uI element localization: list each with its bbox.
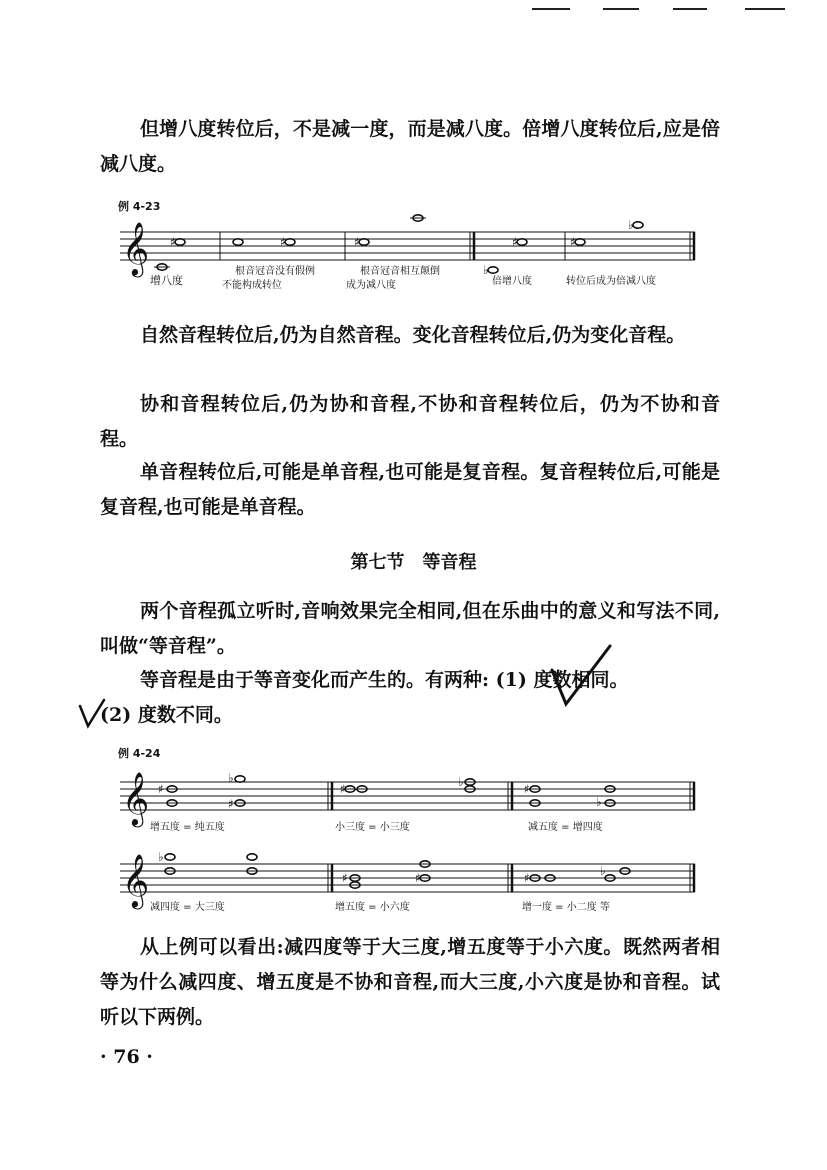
svg-text:𝄞: 𝄞	[122, 853, 150, 907]
svg-text:♯: ♯	[524, 871, 530, 885]
svg-text:♯: ♯	[512, 235, 518, 249]
svg-text:♭: ♭	[228, 771, 234, 785]
handwritten-checkmark-icon	[548, 642, 618, 712]
section-title: 第七节 等音程	[350, 552, 477, 573]
caption-row1-3: 减五度 = 增四度	[528, 822, 603, 833]
caption-no-inversion-2: 不能构成转位	[222, 280, 282, 291]
paragraph-2: 自然音程转位后,仍为自然音程。变化音程转位后,仍为变化音程。	[140, 324, 686, 346]
svg-text:♯: ♯	[524, 782, 530, 796]
music-staff-example-4-24-row1	[110, 762, 710, 842]
svg-text:♯: ♯	[280, 235, 286, 249]
treble-clef-icon: 𝄞	[122, 221, 150, 275]
paragraph-6b: (2) 度数不同。	[100, 704, 233, 726]
header-rule-4	[745, 8, 785, 10]
svg-text:♭: ♭	[158, 850, 164, 864]
svg-text:♭: ♭	[628, 218, 634, 232]
caption-no-inversion-1: 根音冠音没有假例	[235, 266, 315, 277]
paragraph-5: 两个音程孤立听时,音响效果完全相同,但在乐曲中的意义和写法不同,叫做“等音程”。	[100, 600, 720, 657]
svg-text:♭: ♭	[596, 795, 602, 809]
svg-text:♯: ♯	[170, 235, 176, 249]
svg-text:♯: ♯	[354, 235, 360, 249]
header-rule-1	[532, 8, 570, 10]
svg-text:♭: ♭	[600, 864, 606, 878]
music-staff-example-4-24-row2	[110, 844, 710, 924]
music-staff-example-4-23	[110, 212, 710, 302]
svg-text:♯: ♯	[158, 782, 164, 796]
caption-row1-1: 增五度 = 纯五度	[150, 822, 225, 833]
header-rule-2	[603, 8, 639, 10]
caption-doubly-augmented: 倍增八度	[492, 276, 532, 287]
paragraph-6a: 等音程是由于等音变化而产生的。有两种: (1) 度数相同。	[140, 669, 629, 691]
svg-text:♭: ♭	[458, 775, 464, 789]
example-label-4-23: 例 4-23	[118, 200, 161, 213]
caption-row2-2: 增五度 = 小六度	[335, 902, 410, 913]
paragraph-1: 但增八度转位后，不是减一度，而是减八度。倍增八度转位后,应是倍减八度。	[100, 118, 720, 175]
svg-text:♯: ♯	[342, 871, 348, 885]
example-label-4-24: 例 4-24	[118, 747, 161, 760]
caption-row1-2: 小三度 = 小三度	[335, 822, 410, 833]
caption-swap-1: 根音冠音相互颠倒	[360, 266, 440, 277]
header-rule-3	[673, 8, 707, 10]
svg-text:♯: ♯	[570, 235, 576, 249]
caption-augmented-octave: 增八度	[150, 274, 183, 287]
paragraph-7: 从上例可以看出:减四度等于大三度,增五度等于小六度。既然两者相等为什么减四度、增五度是不协和音程,而大三度,小六度是协和音程。试听以下两例。	[100, 936, 720, 1028]
caption-row2-3: 增一度 = 小二度 等	[522, 902, 610, 913]
svg-text:♯: ♯	[228, 797, 234, 811]
paragraph-4: 单音程转位后,可能是单音程,也可能是复音程。复音程转位后,可能是复音程,也可能是单音程。	[100, 461, 720, 518]
caption-swap-2: 成为减八度	[346, 280, 396, 291]
svg-text:𝄞: 𝄞	[122, 771, 150, 825]
page-number: · 76 ·	[100, 1046, 153, 1068]
svg-text:♯: ♯	[415, 871, 421, 885]
paragraph-3: 协和音程转位后,仍为协和音程,不协和音程转位后，仍为不协和音程。	[100, 393, 720, 450]
caption-row2-1: 减四度 = 大三度	[150, 902, 225, 913]
caption-doubly-diminished: 转位后成为倍减八度	[566, 276, 656, 287]
svg-text:♯: ♯	[340, 782, 346, 796]
svg-text:♭: ♭	[483, 263, 489, 277]
handwritten-mark-icon	[78, 696, 118, 736]
